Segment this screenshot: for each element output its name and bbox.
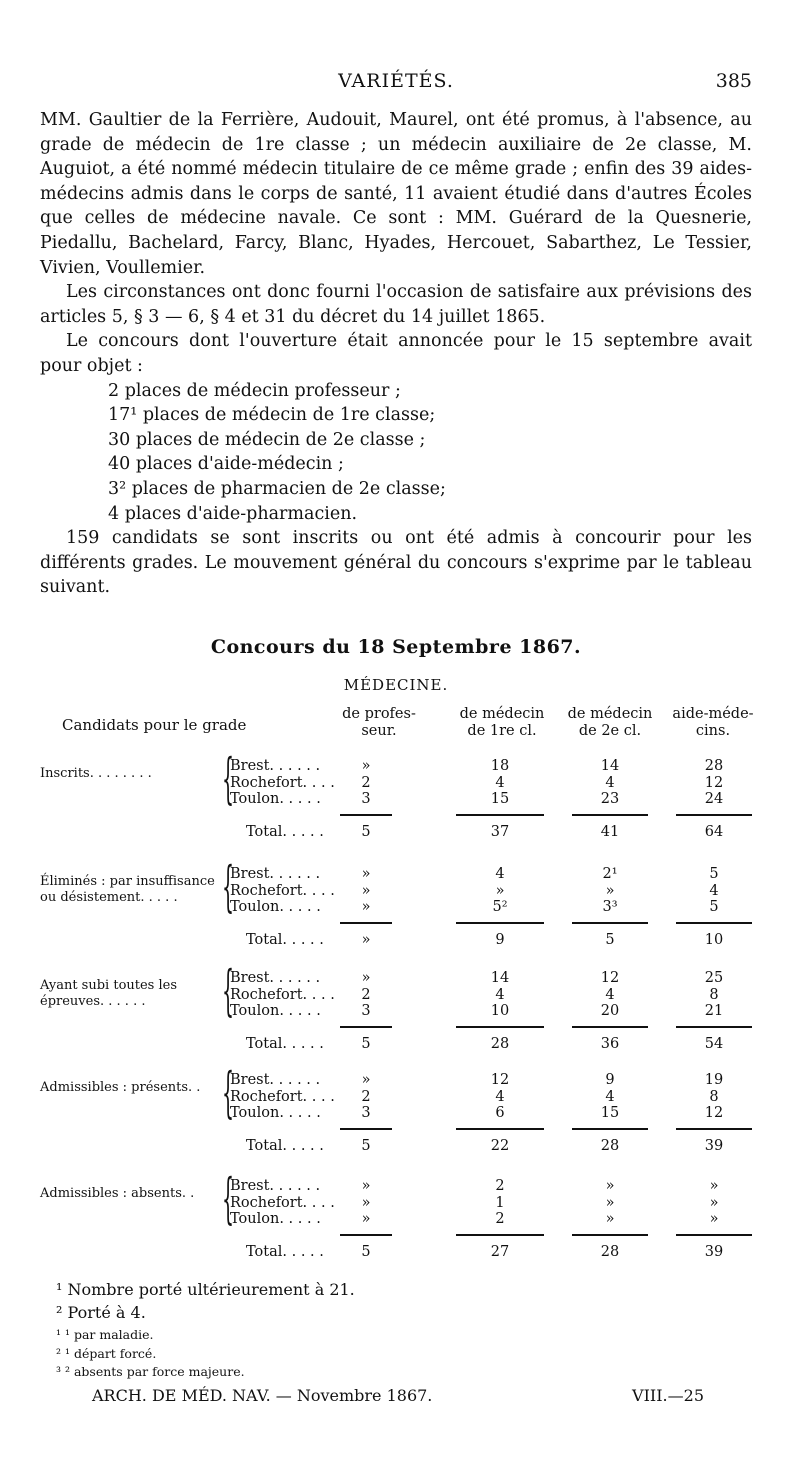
table-cell: 19 [704, 1072, 724, 1088]
total-rule [456, 922, 544, 924]
table-cell: 4 [709, 882, 719, 899]
table-cell: 4 [605, 986, 615, 1003]
table-cell: 2 [495, 1178, 505, 1194]
total-cell: 64 [704, 823, 724, 840]
table-cell: » [361, 866, 371, 882]
total-label: Total. . . . . [246, 1243, 324, 1260]
list-item: 30 places de médecin de 2e classe ; [108, 429, 426, 450]
table-cell: » [605, 1211, 615, 1227]
total-rule [340, 1128, 392, 1130]
table-cell: 6 [495, 1105, 505, 1121]
total-rule [676, 922, 752, 924]
port-label: Rochefort. . . . [230, 882, 335, 899]
total-rule [456, 1026, 544, 1028]
total-cell: 5 [361, 1243, 371, 1260]
table-cell: 12 [704, 1105, 724, 1121]
total-rule [340, 1234, 392, 1236]
total-label: Total. . . . . [246, 1035, 324, 1052]
running-header [40, 70, 752, 100]
column-header: de profes- seur. [342, 706, 416, 739]
table-cell: » [361, 899, 371, 915]
total-rule [572, 922, 648, 924]
table-cell: » [605, 882, 615, 899]
table-cell: 2 [495, 1211, 505, 1227]
total-cell: 39 [704, 1243, 724, 1260]
row-group-label: Ayant subi toutes les épreuves. . . . . . [40, 978, 178, 1009]
table-cell: 3 [361, 1003, 371, 1019]
total-label: Total. . . . . [246, 823, 324, 840]
total-cell: 28 [600, 1243, 620, 1260]
port-label: Brest. . . . . . [230, 970, 321, 986]
total-rule [676, 1026, 752, 1028]
table-cell: 21 [704, 1003, 724, 1019]
total-rule [340, 814, 392, 816]
table-cell: 12 [600, 970, 620, 986]
total-cell: » [361, 931, 371, 948]
port-label: Brest. . . . . . [230, 1178, 321, 1194]
paragraph-circumstances: Les circonstances ont donc fourni l'occasion de satisfaire aux prévisions des articles 5, § 3 — 6, § 4 et 31 du décret du 14 juillet 1865. [40, 282, 752, 327]
places-list [40, 379, 752, 527]
footnote: ² Porté à 4. [56, 1303, 146, 1322]
port-label: Toulon. . . . . [230, 1211, 321, 1227]
row-group-label: Admissibles : absents. . [40, 1186, 195, 1201]
table-cell: » [709, 1178, 719, 1194]
total-cell: 39 [704, 1137, 724, 1154]
footnote: ¹ Nombre porté ultérieurement à 21. [56, 1280, 355, 1299]
list-item: 3² places de pharmacien de 2e classe; [108, 478, 446, 499]
table-cell: 14 [600, 758, 620, 774]
total-rule [340, 1026, 392, 1028]
list-item: 2 places de médecin professeur ; [108, 380, 401, 401]
table-cell: 1 [495, 1194, 505, 1211]
port-label: Brest. . . . . . [230, 1072, 321, 1088]
total-rule [572, 1128, 648, 1130]
table-cell: 2¹ [602, 866, 618, 882]
table-subtitle: MÉDECINE. [343, 676, 449, 694]
total-rule [572, 1234, 648, 1236]
table-cell: 8 [709, 986, 719, 1003]
total-rule [572, 1026, 648, 1028]
brace: { [222, 1061, 235, 1124]
page-number: 385 [715, 70, 752, 92]
table-cell: 2 [361, 774, 371, 791]
total-cell: 22 [490, 1137, 510, 1154]
list-item: 17¹ places de médecin de 1re classe; [108, 405, 436, 426]
table-cell: 2 [361, 986, 371, 1003]
footer-citation: ARCH. DE MÉD. NAV. — Novembre 1867. [92, 1386, 433, 1405]
total-cell: 28 [490, 1035, 510, 1052]
total-cell: 28 [600, 1137, 620, 1154]
table-cell: 2 [361, 1088, 371, 1105]
table-cell: 5 [709, 899, 719, 915]
port-label: Rochefort. . . . [230, 1194, 335, 1211]
total-rule [676, 1234, 752, 1236]
table-cell: 4 [495, 866, 505, 882]
total-cell: 5 [361, 1035, 371, 1052]
table-cell: 3³ [602, 899, 618, 915]
total-rule [572, 814, 648, 816]
table-cell: » [709, 1194, 719, 1211]
paragraph-candidates: 159 candidats se sont inscrits ou ont été admis à concourir pour les différents grades. Le mouvement général du concours s'exprime par le tableau suivant. [40, 528, 752, 598]
total-cell: 37 [490, 823, 510, 840]
port-label: Toulon. . . . . [230, 1105, 321, 1121]
table-cell: » [605, 1178, 615, 1194]
list-item: 4 places d'aide-pharmacien. [108, 503, 358, 524]
table-cell: 15 [600, 1105, 620, 1121]
brace: { [222, 747, 235, 810]
table-cell: 25 [704, 970, 724, 986]
table-cell: 8 [709, 1088, 719, 1105]
total-cell: 41 [600, 823, 620, 840]
footnote: ² ¹ départ forcé. [56, 1346, 157, 1361]
table-cell: 3 [361, 791, 371, 807]
total-cell: 36 [600, 1035, 620, 1052]
table-cell: 5² [492, 899, 508, 915]
table-title: Concours du 18 Septembre 1867. [210, 636, 582, 658]
paragraph-concours: Le concours dont l'ouverture était annoncée pour le 15 septembre avait pour objet : [40, 331, 752, 376]
list-item: 40 places d'aide-médecin ; [108, 454, 344, 475]
total-rule [676, 814, 752, 816]
row-group-label: Éliminés : par insuffisance ou désistement. . . . . [40, 874, 215, 905]
total-cell: 5 [361, 1137, 371, 1154]
brace: { [222, 855, 235, 918]
port-label: Toulon. . . . . [230, 1003, 321, 1019]
table-cell: 28 [704, 758, 724, 774]
column-header: de médecin de 1re cl. [459, 706, 545, 739]
table-cell: » [361, 882, 371, 899]
footnote: ³ ² absents par force majeure. [56, 1364, 245, 1379]
total-label: Total. . . . . [246, 1137, 324, 1154]
header-title: VARIÉTÉS. [338, 70, 454, 92]
table-cell: » [361, 1178, 371, 1194]
table-cell: » [495, 882, 505, 899]
brace: { [222, 1167, 235, 1230]
total-cell: 10 [704, 931, 724, 948]
table-cell: 15 [490, 791, 510, 807]
total-cell: 5 [605, 931, 615, 948]
table-cell: 10 [490, 1003, 510, 1019]
table-cell: 5 [709, 866, 719, 882]
table-cell: 9 [605, 1072, 615, 1088]
total-rule [456, 1234, 544, 1236]
table-cell: 12 [704, 774, 724, 791]
table-cell: 24 [704, 791, 724, 807]
total-rule [340, 922, 392, 924]
port-label: Brest. . . . . . [230, 758, 321, 774]
total-rule [676, 1128, 752, 1130]
column-header: aide-méde- cins. [672, 706, 754, 739]
table-cell: 20 [600, 1003, 620, 1019]
table-cell: 4 [495, 774, 505, 791]
row-group-label: Inscrits. . . . . . . . [40, 766, 152, 781]
table-cell: 3 [361, 1105, 371, 1121]
total-cell: 9 [495, 931, 505, 948]
paragraph-promotions: MM. Gaultier de la Ferrière, Audouit, Maurel, ont été promus, à l'absence, au grade de médecin de 1re classe ; un médecin auxiliaire de 2e classe, M. Auguiot, a été nommé médecin titulaire de ce même grade ; enfin des 39 aides-médecins admis dans le corps de santé, 11 avaient étudié dans d'autres Écoles que celles de médecine navale. Ce sont : MM. Guérard de la Quesnerie, Piedallu, Bachelard, Farcy, Blanc, Hyades, Hercouet, Sabarthez, Le Tessier, Vivien, Voullemier. [40, 110, 752, 278]
table-cell: » [361, 1194, 371, 1211]
table-cell: » [361, 758, 371, 774]
body-text [40, 108, 752, 600]
table-cell: 4 [605, 1088, 615, 1105]
total-cell: 5 [361, 823, 371, 840]
table-cell: » [709, 1211, 719, 1227]
footer-signature: VIII.—25 [632, 1386, 704, 1405]
table-cell: 14 [490, 970, 510, 986]
total-label: Total. . . . . [246, 931, 324, 948]
table-cell: 18 [490, 758, 510, 774]
brace: { [222, 959, 235, 1022]
table-cell: » [605, 1194, 615, 1211]
column-header: de médecin de 2e cl. [567, 706, 653, 739]
total-rule [456, 1128, 544, 1130]
table-cell: 12 [490, 1072, 510, 1088]
footnote: ¹ ¹ par maladie. [56, 1327, 154, 1342]
table-cell: » [361, 1211, 371, 1227]
port-label: Rochefort. . . . [230, 986, 335, 1003]
table-cell: 4 [495, 1088, 505, 1105]
table-cell: » [361, 1072, 371, 1088]
port-label: Rochefort. . . . [230, 774, 335, 791]
total-cell: 27 [490, 1243, 510, 1260]
port-label: Rochefort. . . . [230, 1088, 335, 1105]
port-label: Toulon. . . . . [230, 899, 321, 915]
table-corner-label: Candidats pour le grade [62, 716, 247, 734]
table-cell: 4 [605, 774, 615, 791]
row-group-label: Admissibles : présents. . [40, 1080, 201, 1095]
total-rule [456, 814, 544, 816]
port-label: Brest. . . . . . [230, 866, 321, 882]
table-cell: 23 [600, 791, 620, 807]
port-label: Toulon. . . . . [230, 791, 321, 807]
table-cell: » [361, 970, 371, 986]
total-cell: 54 [704, 1035, 724, 1052]
table-cell: 4 [495, 986, 505, 1003]
